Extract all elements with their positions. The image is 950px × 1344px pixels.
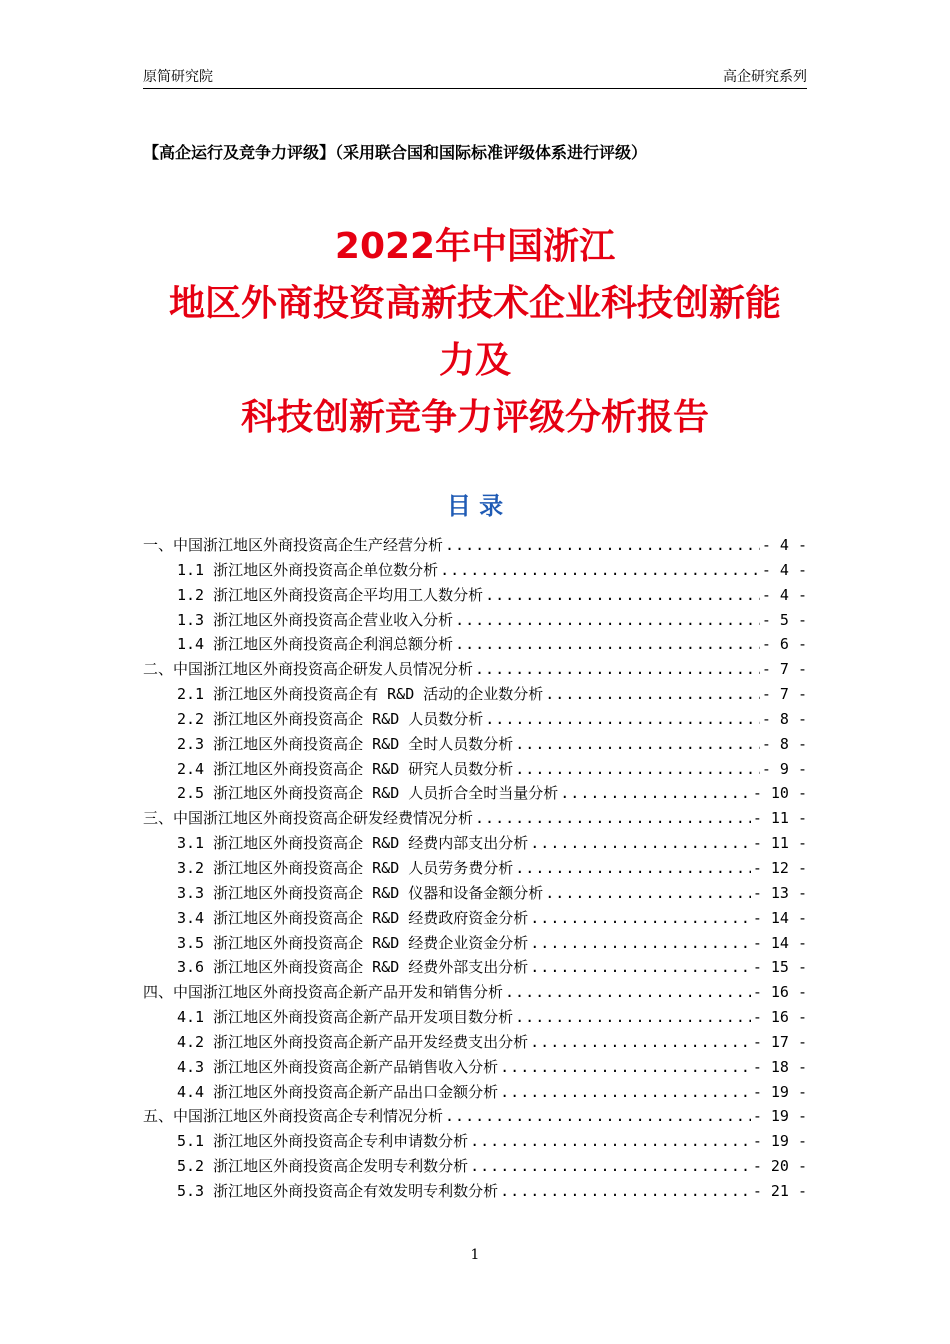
toc-entry[interactable] [143,583,807,608]
toc-entry[interactable] [143,1104,807,1129]
title-line: 地区外商投资高新技术企业科技创新能 [168,283,781,324]
toc-entry-page: - 9 - [761,759,807,778]
toc-entry-label: 2.4 浙江地区外商投资高企 R&D 研究人员数分析 [177,759,514,778]
toc-entry-page: - 6 - [761,635,807,654]
toc-entry[interactable] [143,1030,807,1055]
toc-dot-leader [455,632,760,657]
toc-entry[interactable] [143,608,807,633]
toc-dot-leader [500,1179,751,1204]
table-of-contents [143,533,807,1204]
toc-entry-label: 3.5 浙江地区外商投资高企 R&D 经费企业资金分析 [177,933,529,952]
toc-entry-page: - 19 - [752,1082,807,1101]
toc-entry-label: 3.4 浙江地区外商投资高企 R&D 经费政府资金分析 [177,908,529,927]
toc-dot-leader [470,1154,751,1179]
toc-dot-leader [515,757,760,782]
toc-entry[interactable] [143,632,807,657]
toc-dot-leader [445,1104,751,1129]
toc-entry-label: 四、中国浙江地区外商投资高企新产品开发和销售分析 [143,983,504,1002]
toc-entry-page: - 5 - [761,610,807,629]
toc-dot-leader [500,1080,751,1105]
toc-entry-label: 4.4 浙江地区外商投资高企新产品出口金额分析 [177,1082,499,1101]
toc-heading: 目 录 [446,492,504,520]
toc-dot-leader [530,831,751,856]
toc-entry-page: - 11 - [752,809,807,828]
toc-entry-page: - 16 - [752,983,807,1002]
toc-dot-leader [530,955,751,980]
toc-entry[interactable] [143,558,807,583]
rating-subtitle: 【高企运行及竞争力评级】（采用联合国和国际标准评级体系进行评级） [143,143,648,162]
header-series-name: 高企研究系列 [723,69,807,85]
toc-entry[interactable] [143,881,807,906]
toc-entry-label: 4.1 浙江地区外商投资高企新产品开发项目数分析 [177,1008,514,1027]
toc-entry[interactable] [143,682,807,707]
toc-dot-leader [485,707,760,732]
toc-entry[interactable] [143,955,807,980]
toc-dot-leader [515,1005,751,1030]
toc-entry-page: - 20 - [752,1157,807,1176]
toc-entry-label: 5.3 浙江地区外商投资高企有效发明专利数分析 [177,1181,499,1200]
toc-entry[interactable] [143,757,807,782]
toc-entry[interactable] [143,856,807,881]
toc-entry[interactable] [143,1080,807,1105]
toc-dot-leader [515,732,760,757]
toc-entry[interactable] [143,781,807,806]
toc-entry[interactable] [143,1005,807,1030]
toc-entry-page: - 16 - [752,1008,807,1027]
toc-entry-page: - 18 - [752,1057,807,1076]
toc-dot-leader [455,608,760,633]
title-line: 力及 [438,340,511,381]
toc-entry-page: - 10 - [752,784,807,803]
toc-entry-page: - 14 - [752,933,807,952]
title-line: 2022年中国浙江 [334,226,616,267]
toc-entry-label: 1.2 浙江地区外商投资高企平均用工人数分析 [177,585,484,604]
toc-entry[interactable] [143,1129,807,1154]
toc-entry-page: - 4 - [761,585,807,604]
toc-entry-page: - 19 - [752,1132,807,1151]
title-line: 科技创新竞争力评级分析报告 [240,397,709,438]
toc-entry-page: - 4 - [761,536,807,554]
toc-entry-page: - 21 - [752,1181,807,1200]
toc-entry-label: 3.6 浙江地区外商投资高企 R&D 经费外部支出分析 [177,958,529,977]
toc-dot-leader [440,558,760,583]
toc-entry-page: - 8 - [761,734,807,753]
toc-entry-page: - 17 - [752,1032,807,1051]
toc-entry-page: - 8 - [761,709,807,728]
toc-dot-leader [505,980,751,1005]
toc-entry-page: - 12 - [752,858,807,877]
toc-dot-leader [530,1030,751,1055]
toc-dot-leader [545,881,751,906]
page-number: 1 [470,1247,480,1263]
toc-dot-leader [545,682,760,707]
toc-entry-label: 3.3 浙江地区外商投资高企 R&D 仪器和设备金额分析 [177,883,544,902]
toc-entry-label: 三、中国浙江地区外商投资高企研发经费情况分析 [143,809,474,828]
toc-entry-page: - 14 - [752,908,807,927]
header-org-name: 原简研究院 [143,69,213,85]
toc-entry-label: 一、中国浙江地区外商投资高企生产经营分析 [143,536,444,554]
toc-entry-label: 1.1 浙江地区外商投资高企单位数分析 [177,560,439,579]
toc-dot-leader [500,1055,751,1080]
toc-entry-label: 2.2 浙江地区外商投资高企 R&D 人员数分析 [177,709,484,728]
toc-entry-page: - 7 - [761,685,807,704]
toc-dot-leader [470,1129,751,1154]
toc-entry-label: 1.3 浙江地区外商投资高企营业收入分析 [177,610,454,629]
toc-entry[interactable] [143,980,807,1005]
toc-entry-page: - 19 - [752,1107,807,1126]
toc-dot-leader [515,856,751,881]
toc-entry[interactable] [143,1055,807,1080]
toc-entry-page: - 13 - [752,883,807,902]
toc-dot-leader [475,806,751,831]
toc-entry-label: 5.1 浙江地区外商投资高企专利申请数分析 [177,1132,469,1151]
toc-entry[interactable] [143,1154,807,1179]
toc-entry-label: 5.2 浙江地区外商投资高企发明专利数分析 [177,1157,469,1176]
toc-entry-label: 2.3 浙江地区外商投资高企 R&D 全时人员数分析 [177,734,514,753]
toc-entry[interactable] [143,707,807,732]
toc-entry-label: 4.3 浙江地区外商投资高企新产品销售收入分析 [177,1057,499,1076]
toc-entry-label: 五、中国浙江地区外商投资高企专利情况分析 [143,1107,444,1126]
toc-dot-leader [485,583,760,608]
toc-entry[interactable] [143,657,807,682]
toc-entry-label: 3.1 浙江地区外商投资高企 R&D 经费内部支出分析 [177,834,529,853]
toc-entry-page: - 11 - [752,834,807,853]
toc-entry-page: - 4 - [761,560,807,579]
toc-dot-leader [530,906,751,931]
toc-entry[interactable] [143,1179,807,1204]
toc-dot-leader [560,781,751,806]
toc-dot-leader [475,657,760,682]
toc-entry-label: 2.5 浙江地区外商投资高企 R&D 人员折合全时当量分析 [177,784,559,803]
toc-entry-label: 2.1 浙江地区外商投资高企有 R&D 活动的企业数分析 [177,685,544,704]
toc-entry[interactable] [143,931,807,956]
toc-entry-label: 1.4 浙江地区外商投资高企利润总额分析 [177,635,454,654]
toc-entry-label: 4.2 浙江地区外商投资高企新产品开发经费支出分析 [177,1032,529,1051]
toc-entry-page: - 7 - [761,660,807,679]
toc-entry-label: 3.2 浙江地区外商投资高企 R&D 人员劳务费分析 [177,858,514,877]
toc-entry[interactable] [143,906,807,931]
toc-entry[interactable] [143,806,807,831]
toc-entry-page: - 15 - [752,958,807,977]
toc-entry[interactable] [143,533,807,558]
page-header [143,64,807,89]
report-title [120,218,830,446]
toc-dot-leader [445,533,760,558]
toc-entry-label: 二、中国浙江地区外商投资高企研发人员情况分析 [143,660,474,679]
toc-dot-leader [530,931,751,956]
toc-entry[interactable] [143,831,807,856]
toc-entry[interactable] [143,732,807,757]
